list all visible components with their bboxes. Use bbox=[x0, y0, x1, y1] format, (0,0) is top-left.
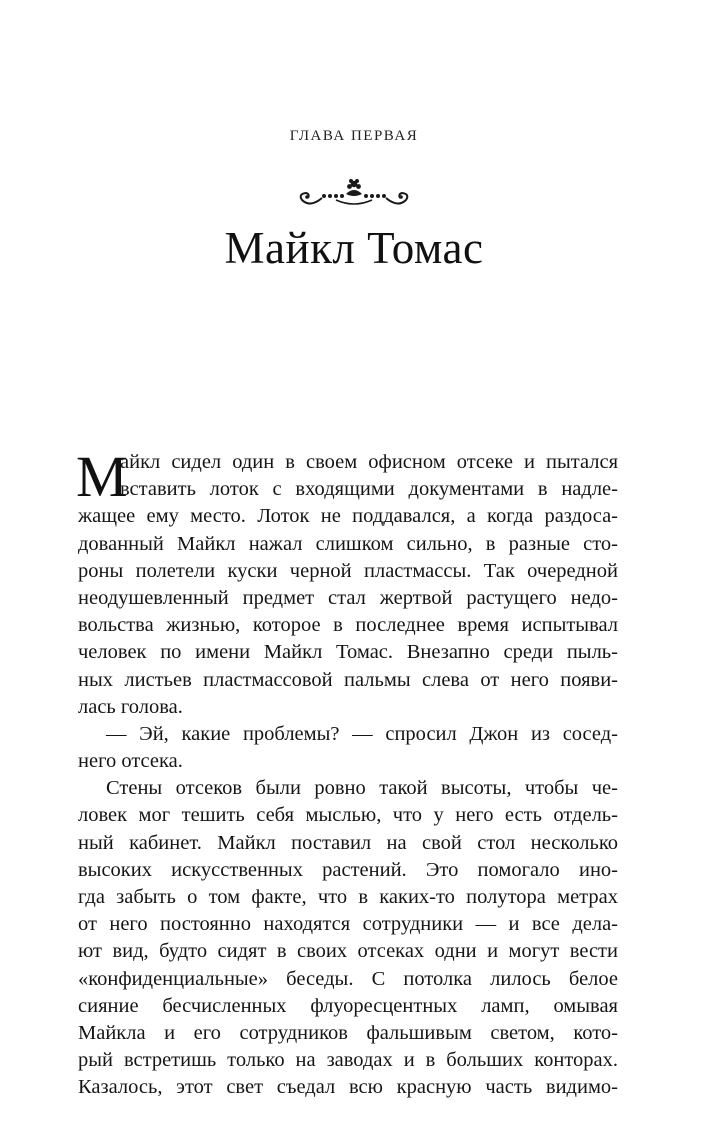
text-line: человек по имени Майкл Томас. Внезапно среди пыль- bbox=[78, 641, 618, 664]
text-line: вольства жизнью, которое в последнее время испытывал bbox=[78, 614, 618, 637]
text-line: лась голова. bbox=[78, 695, 183, 718]
drop-cap: М bbox=[76, 444, 128, 509]
text-line: ный кабинет. Майкл поставил на свой стол несколько bbox=[78, 831, 618, 854]
text-line: высоких искусственных растений. Это помогало ино- bbox=[78, 858, 618, 881]
chapter-title: Майкл Томас bbox=[224, 223, 484, 273]
text-line: дованный Майкл нажал слишком сильно, в разные сто- bbox=[78, 532, 618, 555]
text-line: неодушевленный предмет стал жертвой растущего недо- bbox=[78, 586, 618, 609]
body-text bbox=[76, 444, 618, 1102]
text-line: айкл сидел один в своем офисном отсеке и пытался bbox=[120, 451, 618, 473]
text-line: Казалось, этот свет съедал всю красную часть видимо- bbox=[78, 1076, 618, 1099]
text-line: гда забыть о том факте, что в каких-то полутора метрах bbox=[78, 886, 618, 908]
text-line: роны полетели куски черной пластмассы. Так очередной bbox=[78, 559, 618, 582]
text-line: ных листьев пластмассовой пальмы слева от него появи- bbox=[78, 668, 618, 691]
text-line: Майкла и его сотрудников фальшивым светом, кото- bbox=[78, 1021, 618, 1044]
floral-ornament-icon bbox=[296, 176, 412, 212]
text-line: жащее ему место. Лоток не поддавался, а когда раздоса- bbox=[78, 505, 618, 528]
text-line: сияние бесчисленных флуоресцентных ламп, омывая bbox=[78, 994, 618, 1017]
text-line: — Эй, какие проблемы? — спросил Джон из сосед- bbox=[106, 722, 618, 745]
text-line: ловек мог тешить себя мыслью, что у него есть отдель- bbox=[78, 804, 618, 827]
text-line: ют вид, будто сидят в своих отсеках одни и могут вести bbox=[78, 940, 618, 963]
text-line: рый встретишь только на заводах и в больших конторах. bbox=[78, 1049, 618, 1072]
text-line: от него постоянно находятся сотрудники — и все дела- bbox=[78, 913, 618, 936]
text-line: вставить лоток с входящими документами в надле- bbox=[120, 478, 618, 501]
text-line: «конфиденциальные» беседы. С потолка лилось белое bbox=[78, 967, 618, 990]
text-line: него отсека. bbox=[78, 750, 183, 773]
text-line: Стены отсеков были ровно такой высоты, чтобы че- bbox=[106, 777, 618, 800]
chapter-label: ГЛАВА ПЕРВАЯ bbox=[289, 128, 419, 144]
